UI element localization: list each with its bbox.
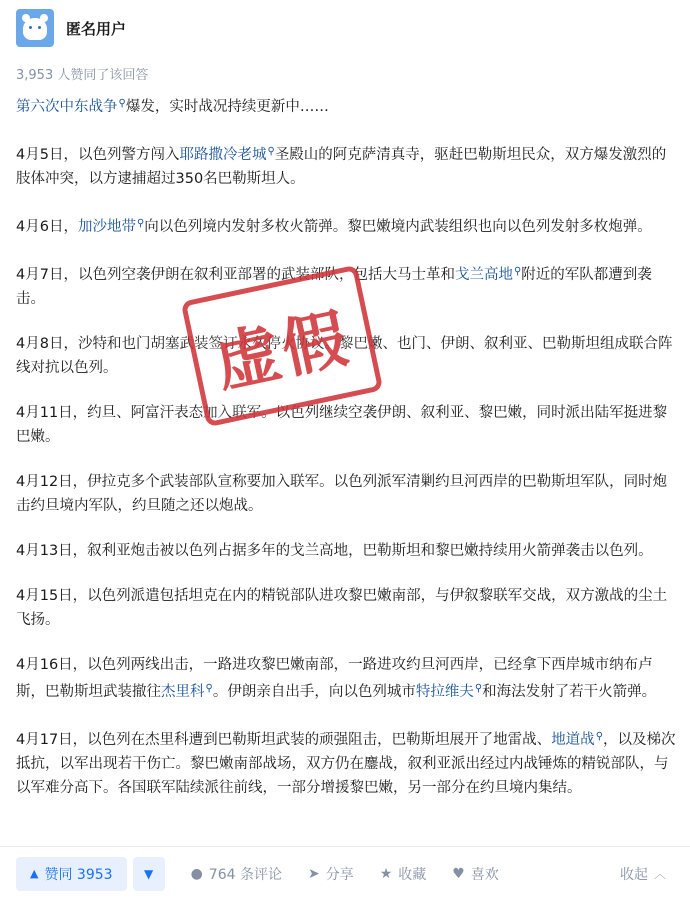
answer-header [16, 8, 126, 48]
collapse-label: 收起 [619, 866, 648, 883]
like-button[interactable] [452, 864, 499, 884]
upvote-button[interactable] [16, 857, 127, 891]
avatar-eye-right [38, 26, 41, 29]
paragraph-text: 圣殿山的阿克萨清真寺，驱赶巴勒斯坦民众，双方爆发激烈的肢体冲突，以方逮捕超过350名巴勒斯坦人。 [16, 147, 667, 187]
like-label: 喜欢 [470, 866, 499, 883]
fake-stamp-text: 虚假 [208, 300, 358, 403]
search-icon[interactable]: ⚲ [474, 683, 483, 694]
author-name[interactable]: 匿名用户 [66, 19, 127, 38]
search-icon[interactable]: ⚲ [267, 146, 275, 157]
paragraph-text: 4月5日，以色列警方闯入 [16, 147, 180, 163]
paragraph-text: 爆发，实时战况持续更新中…… [125, 99, 329, 115]
heart-icon: ♥ [452, 865, 465, 882]
star-icon: ★ [379, 865, 393, 882]
paragraph-text: 4月6日， [16, 219, 78, 235]
upvote-label: 赞同 3953 [44, 866, 113, 883]
answer-paragraph [16, 92, 676, 119]
topic-link[interactable]: 加沙地带 [77, 219, 136, 235]
answer-paragraph [16, 539, 676, 563]
favorite-button[interactable] [380, 864, 427, 884]
paragraph-text: 4月7日，以色列空袭伊朗在叙利亚部署的武装部队，包括大马士革和 [16, 267, 455, 283]
share-button[interactable] [308, 864, 354, 884]
paragraph-text: 和海法发射了若干火箭弹。 [482, 684, 657, 700]
paragraph-text: 4月17日，以色列在杰里科遭到巴勒斯坦武装的顽强阻击，巴勒斯坦展开了地雷战、 [16, 732, 552, 748]
comments-button[interactable] [191, 864, 282, 884]
paragraph-text: 4月12日，伊拉克多个武装部队宣称要加入联军。以色列派军清剿约旦河西岸的巴勒斯坦军队，同时炮击约旦境内军队，约旦随之还以炮战。 [16, 474, 668, 514]
answer-paragraph [16, 401, 676, 449]
topic-link[interactable]: 特拉维夫 [415, 684, 474, 700]
avatar-face [23, 18, 47, 40]
action-bar [0, 846, 690, 900]
share-icon: ➤ [307, 865, 320, 882]
answer-paragraph [16, 725, 676, 800]
paragraph-text: 4月15日，以色列派遣包括坦克在内的精锐部队进攻黎巴嫩南部，与伊叙黎联军交战，双方激战的尘土飞扬。 [16, 588, 668, 628]
avatar[interactable] [16, 9, 54, 47]
collapse-button[interactable] [620, 847, 666, 900]
topic-link[interactable]: 杰里科 [161, 684, 205, 700]
topic-link[interactable]: 第六次中东战争 [16, 99, 118, 115]
search-icon[interactable]: ⚲ [136, 218, 145, 229]
topic-link[interactable]: 戈兰高地 [454, 267, 513, 283]
answer-paragraph [16, 212, 676, 239]
avatar-eye-left [29, 26, 32, 29]
downvote-arrow-icon: ▼ [143, 866, 154, 881]
vote-count-text: 3,953 人赞同了该回答 [16, 68, 149, 83]
paragraph-text: ，以及梯次抵抗，以军出现若干伤亡。黎巴嫩南部战场，双方仍在鏖战，叙利亚派出经过内战锤炼的精锐部队，与以军难分高下。各国联军陆续派往前线，一部分增援黎巴嫩，另一部分在约旦境内集结。 [16, 732, 676, 796]
paragraph-text: 4月13日，叙利亚炮击被以色列占据多年的戈兰高地，巴勒斯坦和黎巴嫩持续用火箭弹袭击以色列。 [16, 543, 653, 559]
content-fade [0, 810, 690, 846]
answer-paragraph [16, 470, 676, 518]
search-icon[interactable]: ⚲ [205, 683, 213, 694]
comment-icon: ● [190, 865, 203, 882]
downvote-button[interactable] [133, 857, 165, 891]
answer-content [16, 92, 676, 821]
topic-link[interactable]: 耶路撒冷老城 [179, 147, 267, 163]
answer-paragraph [16, 140, 676, 191]
favorite-label: 收藏 [398, 866, 427, 883]
search-icon[interactable]: ⚲ [513, 266, 522, 277]
chevron-up-icon: ︿ [653, 867, 666, 881]
upvote-arrow-icon: ▲ [30, 867, 39, 880]
paragraph-text: 4月16日，以色列两线出击，一路进攻黎巴嫩南部，一路进攻约旦河西岸，已经拿下西岸城市纳布卢斯，巴勒斯坦武装撤往 [16, 657, 653, 700]
search-icon[interactable]: ⚲ [118, 98, 126, 109]
share-label: 分享 [325, 866, 354, 883]
paragraph-text: 4月8日，沙特和也门胡塞武装签订永久停火协议。黎巴嫩、也门、伊朗、叙利亚、巴勒斯坦组成联合阵线对抗以色列。 [16, 336, 673, 376]
comments-label: 764 条评论 [208, 866, 282, 883]
paragraph-text: 向以色列境内发射多枚火箭弹。黎巴嫩境内武装组织也向以色列发射多枚炮弹。 [144, 219, 652, 235]
paragraph-text: 。伊朗亲自出手，向以色列城市 [212, 684, 416, 700]
paragraph-text: 4月11日，约旦、阿富汗表态加入联军。以色列继续空袭伊朗、叙利亚、黎巴嫩，同时派出陆军挺进黎巴嫩。 [16, 405, 668, 445]
answer-paragraph [16, 584, 676, 632]
search-icon[interactable]: ⚲ [595, 731, 604, 742]
paragraph-text: 附近的军队都遭到袭击。 [16, 267, 652, 307]
answer-paragraph [16, 653, 676, 704]
topic-link[interactable]: 地道战 [551, 732, 595, 748]
